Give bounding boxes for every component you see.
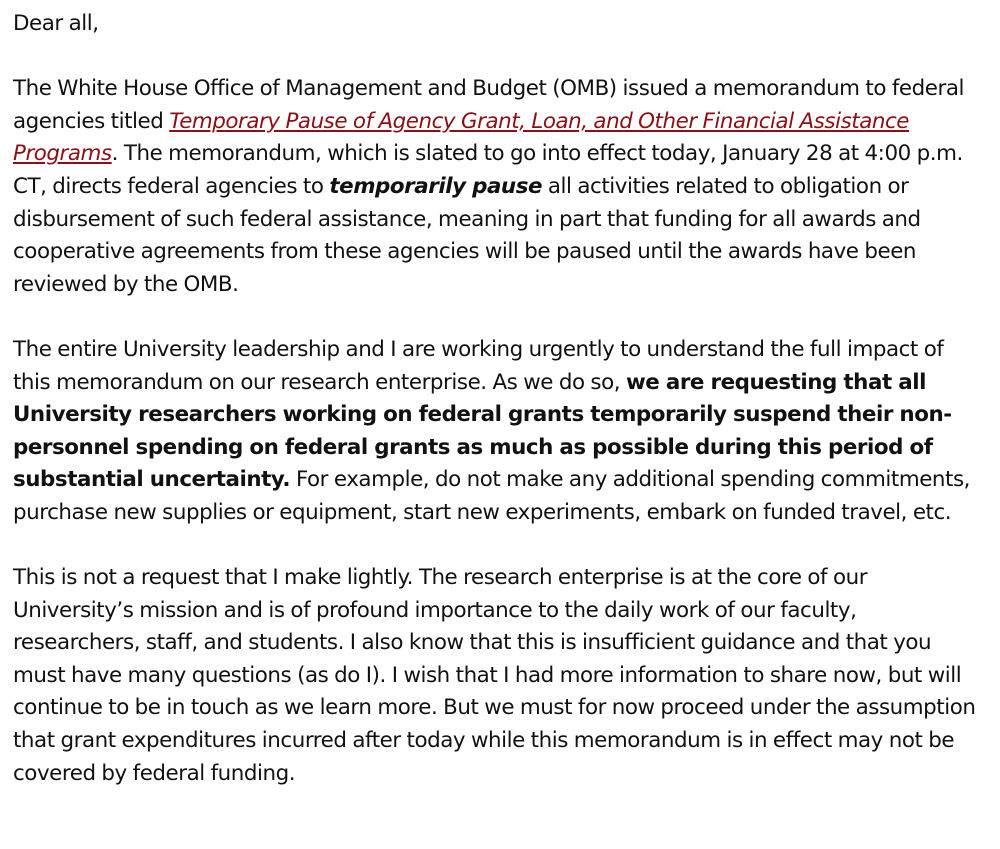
paragraph-text: all activities related to obligation or disbursement of such federal assistance, meaning in part that funding for all awards and cooperative agreements from these agencies will be paused until the awards have been reviewed by the OMB. — [13, 173, 921, 297]
paragraph-research-request — [13, 334, 986, 530]
bold-request: we are requesting that all University researchers working on federal grants temporarily suspend their non-personnel spending on federal grants as much as possible during this period of substantial uncertainty. — [13, 369, 952, 493]
paragraph-closing: This is not a request that I make lightly. The research enterprise is at the core of our University’s mission and is of profound importance to the daily work of our faculty, researchers, staff, and students. I also know that this is insufficient guidance and that you must have many questions (as do I). I wish that I had more information to share now, but will continue to be in touch as we learn more. But we must for now proceed under the assumption that grant expenditures incurred after today while this memorandum is in effect may not be covered by federal funding. — [13, 565, 976, 786]
paragraph-text: The White House Office of Management and Budget (OMB) issued a memorandum to federal agencies titled — [13, 76, 964, 134]
memorandum-link[interactable]: Temporary Pause of Agency Grant, Loan, and Other Financial Assistance Programs — [13, 108, 910, 167]
paragraph-text: For example, do not make any additional spending commitments, purchase new supplies or equipment, start new experiments, embark on funded travel, etc. — [13, 467, 971, 525]
emphasis-temporarily-pause: temporarily pause — [329, 173, 543, 199]
paragraph-omb-memorandum — [13, 73, 986, 301]
greeting: Dear all, — [13, 11, 99, 36]
paragraph-text: . The memorandum, which is slated to go into effect today, January 28 at 4:00 p.m. CT, directs federal agencies to — [13, 141, 963, 199]
paragraph-text: The entire University leadership and I are working urgently to understand the full impact of this memorandum on our research enterprise. As we do so, — [13, 336, 944, 395]
